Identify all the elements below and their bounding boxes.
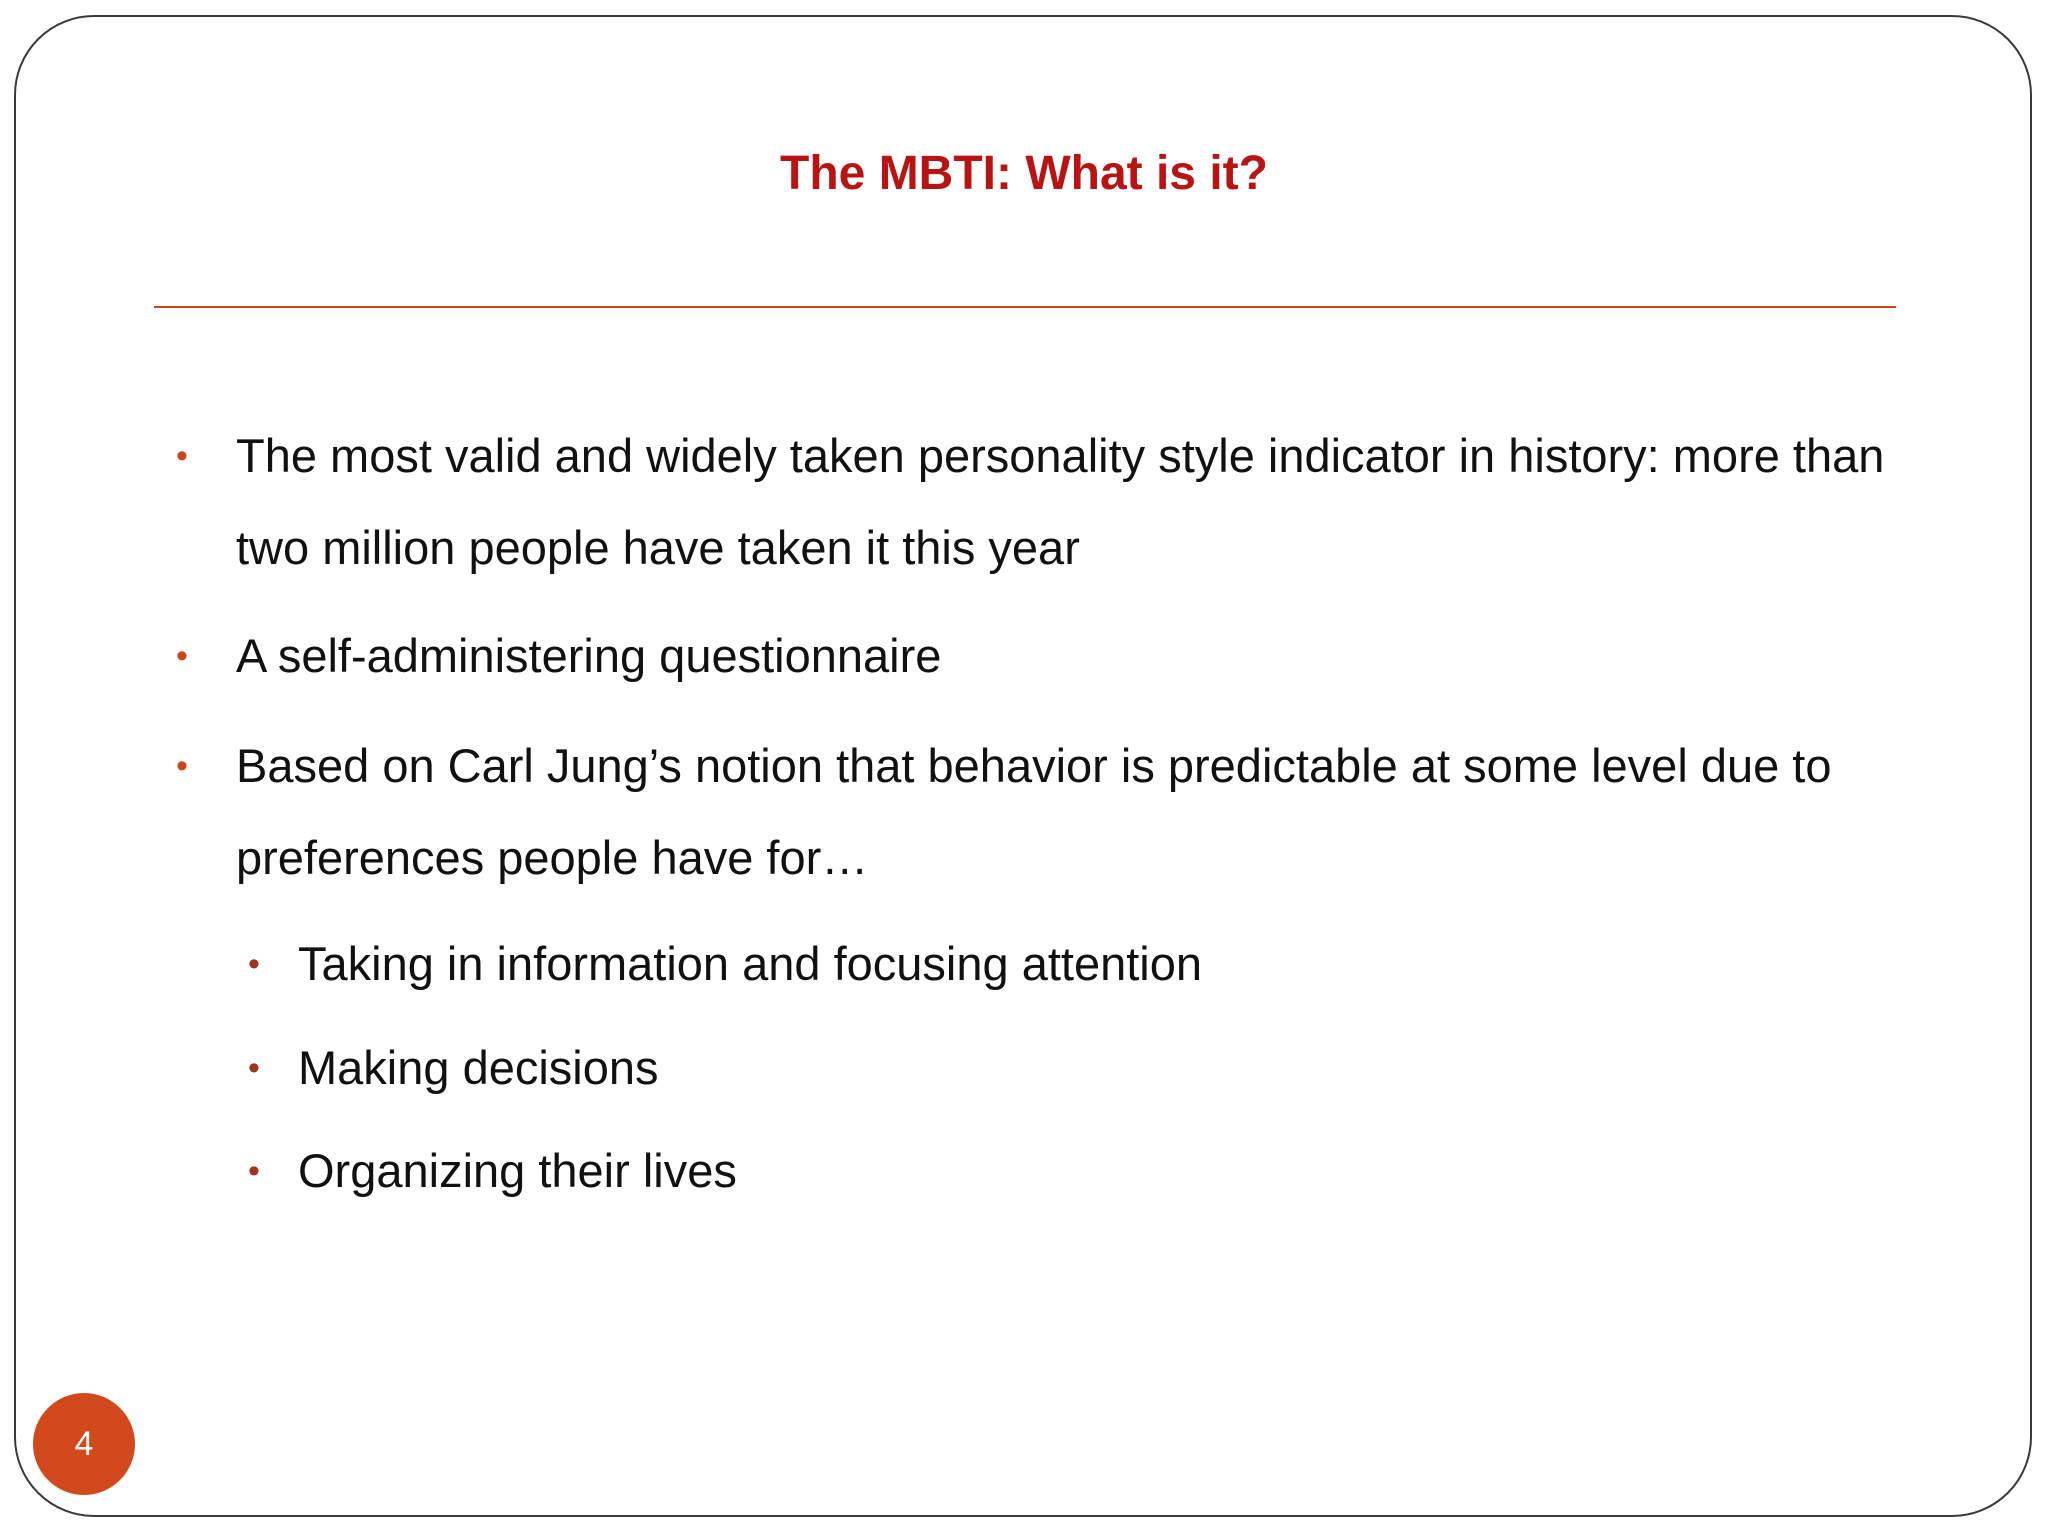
bullet-text: The most valid and widely taken personality style indicator in history: more than two million people have taken it this year (236, 429, 1885, 574)
sub-bullet-text: Taking in information and focusing attention (298, 937, 1203, 990)
bullet-item (176, 720, 1896, 904)
sub-bullet-text: Organizing their lives (298, 1144, 737, 1197)
bullet-marker: • (176, 437, 188, 475)
sub-bullet-item (248, 1022, 1898, 1114)
bullet-marker: • (176, 637, 188, 675)
sub-bullet-marker: • (248, 945, 260, 983)
page-number-badge: 4 (33, 1393, 135, 1495)
sub-bullet-item (248, 1125, 1898, 1217)
bullet-text: Based on Carl Jung’s notion that behavior is predictable at some level due to preferences people have for… (236, 739, 1832, 884)
bullet-item (176, 610, 1896, 702)
sub-bullet-marker: • (248, 1049, 260, 1087)
sub-bullet-marker: • (248, 1152, 260, 1190)
slide-title: The MBTI: What is it? (780, 147, 1268, 200)
bullet-text: A self-administering questionnaire (236, 629, 942, 682)
bullet-item (176, 410, 1896, 594)
title-divider (154, 306, 1896, 308)
bullet-marker: • (176, 747, 188, 785)
sub-bullet-text: Making decisions (298, 1041, 659, 1094)
sub-bullet-item (248, 918, 1898, 1010)
